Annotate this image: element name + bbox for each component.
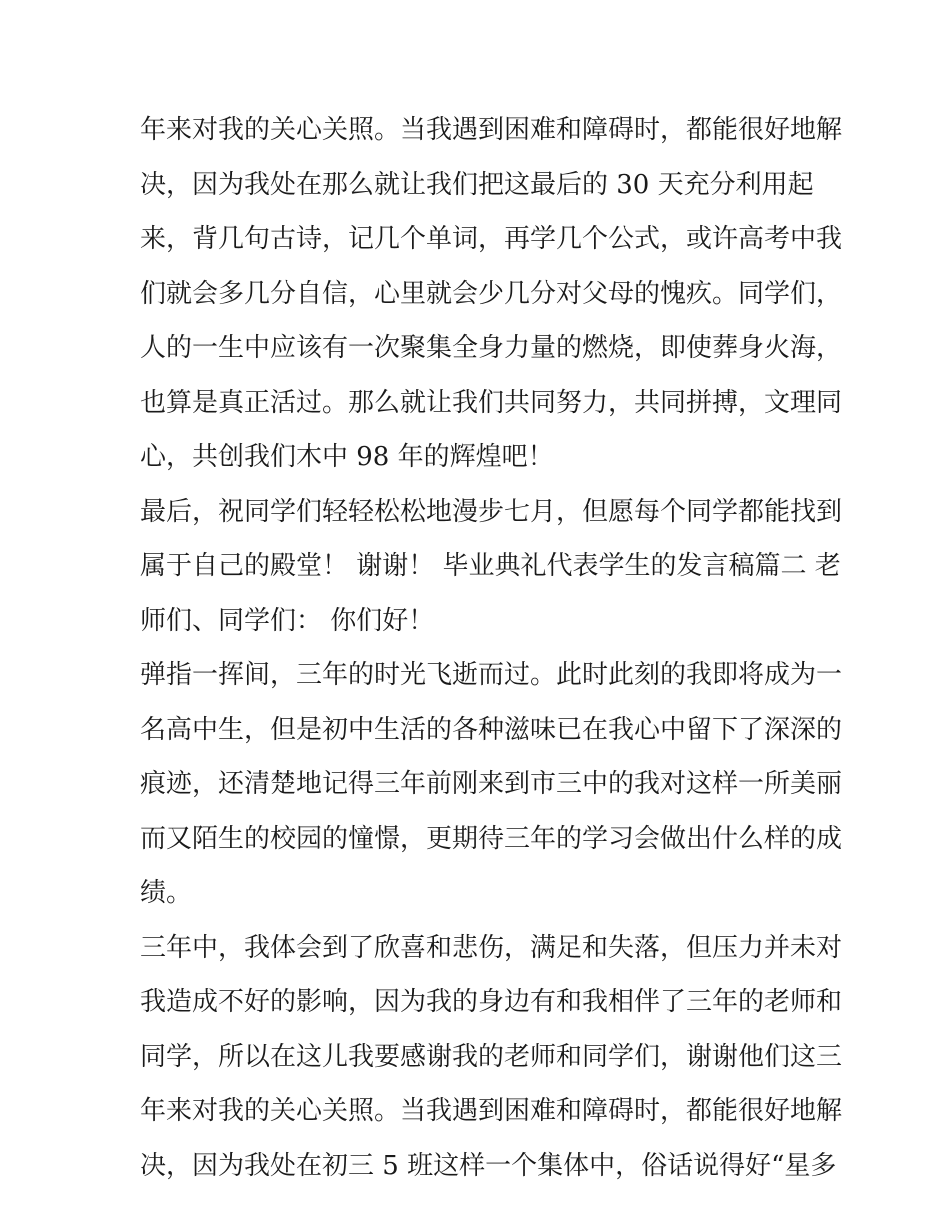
body-text: [140, 103, 843, 1193]
text-line: 也算是真正活过。那么就让我们共同努力，共同拼搏，文理同: [140, 387, 843, 418]
text-line: 绩。: [140, 878, 193, 908]
text-line: 我造成不好的影响，因为我的身边有和我相伴了三年的老师和: [140, 987, 843, 1017]
text-line: 人的一生中应该有一次聚集全身力量的燃烧，即使葬身火海，: [140, 333, 843, 363]
text-line: 名高中生，但是初中生活的各种滋味已在我心中留下了深深的: [140, 714, 843, 745]
text-line: 决，因为我处在那么就让我们把这最后的 30 天充分利用起: [140, 169, 814, 200]
text-line: 三年中，我体会到了欣喜和悲伤，满足和失落，但压力并未对: [140, 932, 843, 963]
text-line: 们就会多几分自信，心里就会少几分对父母的愧疚。同学们，: [140, 278, 843, 309]
text-line: 师们、同学们： 你们好！: [140, 605, 435, 636]
text-line: 属于自己的殿堂！ 谢谢！ 毕业典礼代表学生的发言稿篇二 老: [140, 551, 841, 581]
text-line: 同学，所以在这儿我要感谢我的老师和同学们，谢谢他们这三: [140, 1041, 843, 1072]
text-line: 决，因为我处在初三 5 班这样一个集体中，俗话说得好“星多: [140, 1150, 837, 1181]
text-line: 年来对我的关心关照。当我遇到困难和障碍时，都能很好地解: [140, 115, 843, 145]
text-line: 弹指一挥间，三年的时光飞逝而过。此时此刻的我即将成为一: [140, 660, 843, 690]
text-line: 而又陌生的校园的憧憬，更期待三年的学习会做出什么样的成: [140, 823, 843, 854]
text-line: 来，背几句古诗，记几个单词，再学几个公式，或许高考中我: [140, 224, 843, 254]
text-line: 最后，祝同学们轻轻松松地漫步七月，但愿每个同学都能找到: [140, 496, 843, 527]
text-line: 心，共创我们木中 98 年的辉煌吧！: [140, 442, 554, 472]
text-line: 年来对我的关心关照。当我遇到困难和障碍时，都能很好地解: [140, 1096, 843, 1126]
text-line: 痕迹，还清楚地记得三年前刚来到市三中的我对这样一所美丽: [140, 769, 843, 799]
